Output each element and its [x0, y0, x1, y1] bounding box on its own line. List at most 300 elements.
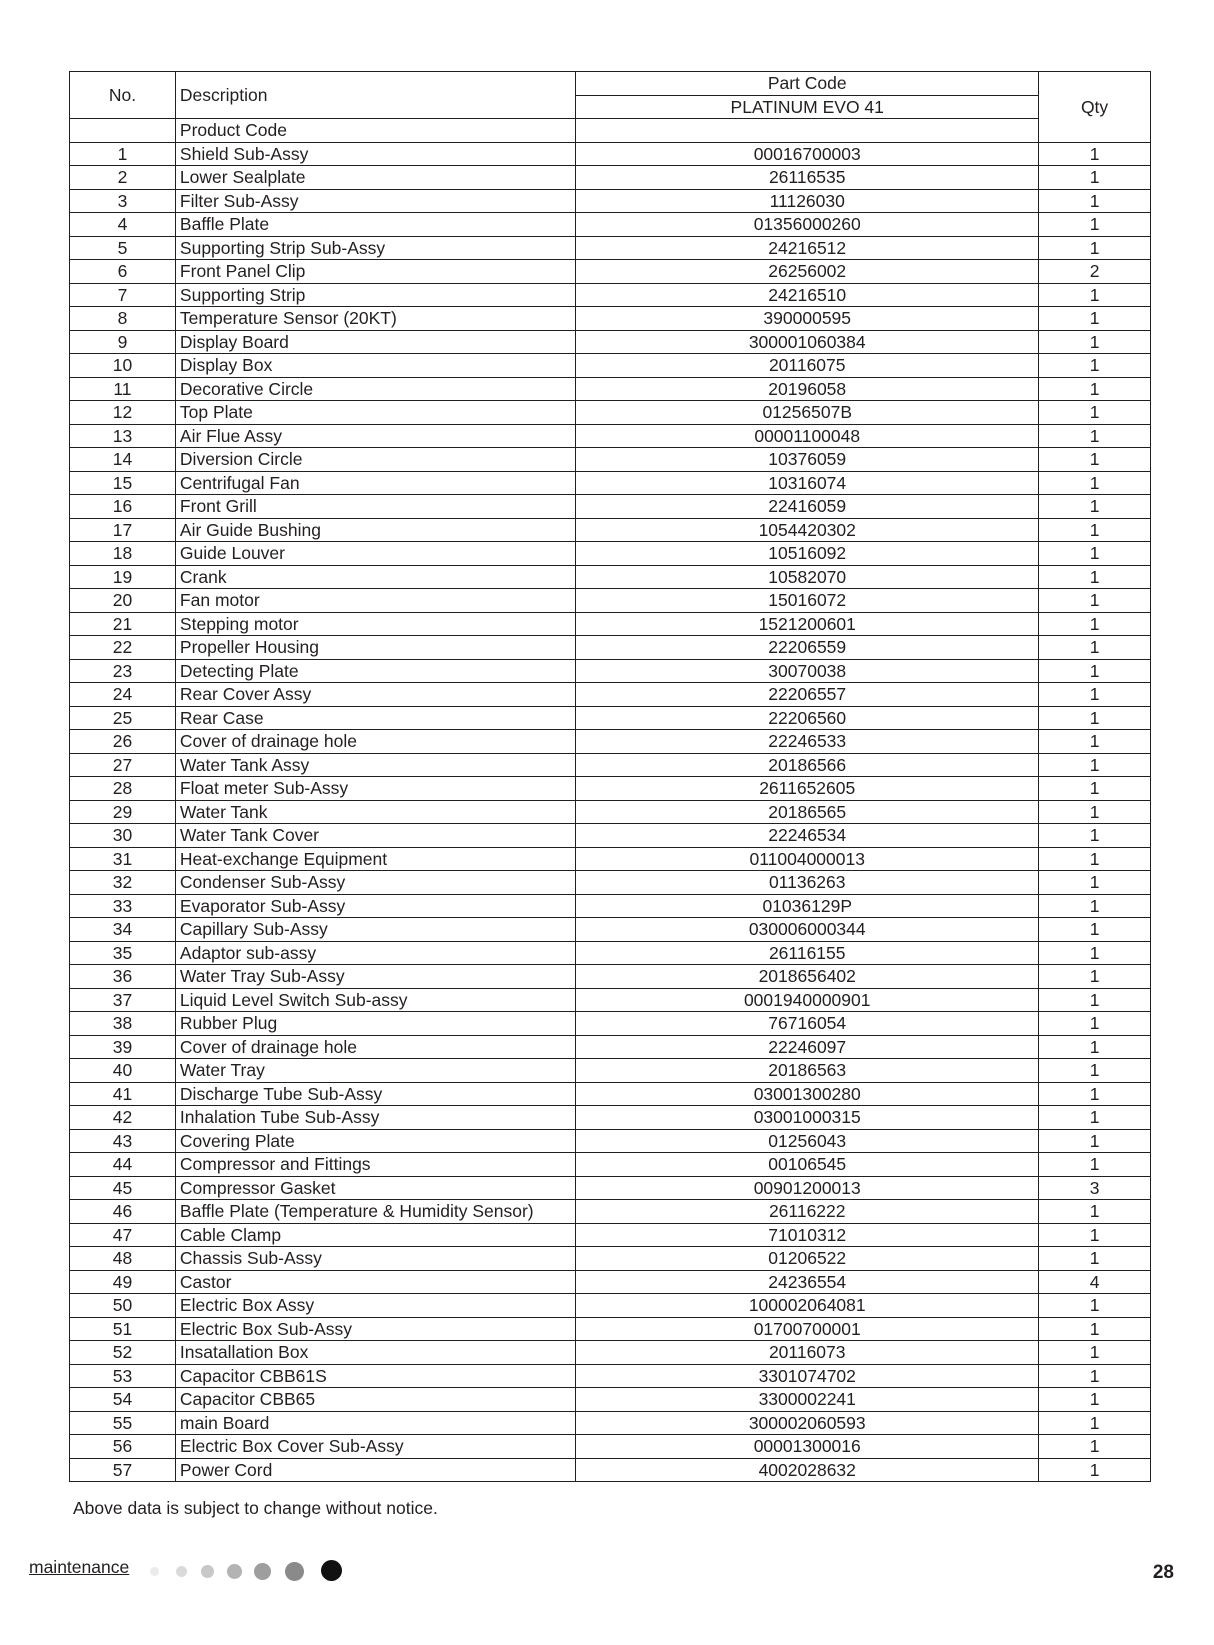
progress-dot [285, 1562, 304, 1581]
row-qty: 1 [1039, 283, 1151, 307]
row-no: 15 [70, 471, 176, 495]
row-description: Liquid Level Switch Sub-assy [175, 988, 575, 1012]
row-description: Water Tray Sub-Assy [175, 965, 575, 989]
table-row [70, 824, 1151, 848]
row-description: Crank [175, 565, 575, 589]
disclaimer-note: Above data is subject to change without notice. [73, 1498, 438, 1518]
row-qty: 1 [1039, 1411, 1151, 1435]
row-part-code: 22206560 [576, 706, 1039, 730]
row-no: 35 [70, 941, 176, 965]
row-qty: 1 [1039, 1129, 1151, 1153]
row-qty: 4 [1039, 1270, 1151, 1294]
row-qty: 1 [1039, 1059, 1151, 1083]
row-qty: 1 [1039, 1247, 1151, 1271]
row-qty: 1 [1039, 659, 1151, 683]
row-description: Temperature Sensor (20KT) [175, 307, 575, 331]
table-row [70, 424, 1151, 448]
row-description: Inhalation Tube Sub-Assy [175, 1106, 575, 1130]
row-part-code: 00001300016 [576, 1435, 1039, 1459]
row-part-code: 3300002241 [576, 1388, 1039, 1412]
progress-dot [201, 1565, 214, 1578]
table-row [70, 307, 1151, 331]
table-row [70, 1270, 1151, 1294]
row-qty: 1 [1039, 730, 1151, 754]
row-no: 38 [70, 1012, 176, 1036]
row-qty: 1 [1039, 518, 1151, 542]
row-part-code: 26116222 [576, 1200, 1039, 1224]
row-qty: 1 [1039, 142, 1151, 166]
header-model: PLATINUM EVO 41 [576, 95, 1039, 119]
row-qty: 1 [1039, 871, 1151, 895]
row-description: Compressor and Fittings [175, 1153, 575, 1177]
table-row [70, 1035, 1151, 1059]
row-part-code: 20186563 [576, 1059, 1039, 1083]
row-description: Supporting Strip Sub-Assy [175, 236, 575, 260]
row-qty: 1 [1039, 1200, 1151, 1224]
row-qty: 1 [1039, 542, 1151, 566]
row-no: 42 [70, 1106, 176, 1130]
row-part-code: 22246534 [576, 824, 1039, 848]
row-part-code: 20116073 [576, 1341, 1039, 1365]
table-row [70, 589, 1151, 613]
row-no: 13 [70, 424, 176, 448]
table-row [70, 636, 1151, 660]
header-code-empty [576, 119, 1039, 143]
table-row [70, 1294, 1151, 1318]
row-part-code: 10376059 [576, 448, 1039, 472]
row-description: Compressor Gasket [175, 1176, 575, 1200]
row-part-code: 1521200601 [576, 612, 1039, 636]
row-description: Power Cord [175, 1458, 575, 1482]
table-row [70, 683, 1151, 707]
row-part-code: 30070038 [576, 659, 1039, 683]
row-part-code: 00106545 [576, 1153, 1039, 1177]
row-qty: 1 [1039, 495, 1151, 519]
parts-table [69, 71, 1151, 1482]
row-qty: 1 [1039, 965, 1151, 989]
row-no: 49 [70, 1270, 176, 1294]
table-row [70, 1129, 1151, 1153]
table-row [70, 847, 1151, 871]
row-part-code: 100002064081 [576, 1294, 1039, 1318]
table-row [70, 1012, 1151, 1036]
row-description: Electric Box Cover Sub-Assy [175, 1435, 575, 1459]
section-label: maintenance [29, 1557, 130, 1577]
row-description: Electric Box Sub-Assy [175, 1317, 575, 1341]
row-no: 5 [70, 236, 176, 260]
row-no: 23 [70, 659, 176, 683]
row-no: 45 [70, 1176, 176, 1200]
row-no: 6 [70, 260, 176, 284]
row-description: Supporting Strip [175, 283, 575, 307]
progress-dot [227, 1564, 242, 1579]
row-no: 25 [70, 706, 176, 730]
table-row [70, 918, 1151, 942]
row-part-code: 20116075 [576, 354, 1039, 378]
row-description: Rear Cover Assy [175, 683, 575, 707]
row-no: 20 [70, 589, 176, 613]
table-row [70, 1411, 1151, 1435]
row-no: 4 [70, 213, 176, 237]
row-no: 12 [70, 401, 176, 425]
row-no: 1 [70, 142, 176, 166]
row-description: Detecting Plate [175, 659, 575, 683]
row-qty: 1 [1039, 1012, 1151, 1036]
row-description: Rear Case [175, 706, 575, 730]
row-part-code: 22206559 [576, 636, 1039, 660]
row-no: 36 [70, 965, 176, 989]
row-description: Chassis Sub-Assy [175, 1247, 575, 1271]
row-description: Top Plate [175, 401, 575, 425]
row-part-code: 26116535 [576, 166, 1039, 190]
row-part-code: 24236554 [576, 1270, 1039, 1294]
table-row [70, 1153, 1151, 1177]
row-no: 18 [70, 542, 176, 566]
row-qty: 1 [1039, 1153, 1151, 1177]
progress-dot [176, 1566, 187, 1577]
row-no: 46 [70, 1200, 176, 1224]
row-part-code: 011004000013 [576, 847, 1039, 871]
table-row [70, 354, 1151, 378]
row-description: Covering Plate [175, 1129, 575, 1153]
row-qty: 1 [1039, 166, 1151, 190]
row-no: 34 [70, 918, 176, 942]
row-description: Water Tray [175, 1059, 575, 1083]
table-row [70, 142, 1151, 166]
row-qty: 1 [1039, 236, 1151, 260]
row-qty: 1 [1039, 753, 1151, 777]
row-part-code: 00001100048 [576, 424, 1039, 448]
row-description: Decorative Circle [175, 377, 575, 401]
row-part-code: 00901200013 [576, 1176, 1039, 1200]
table-row [70, 213, 1151, 237]
table-row [70, 377, 1151, 401]
row-part-code: 030006000344 [576, 918, 1039, 942]
row-no: 39 [70, 1035, 176, 1059]
row-no: 21 [70, 612, 176, 636]
row-part-code: 11126030 [576, 189, 1039, 213]
table-row [70, 730, 1151, 754]
row-part-code: 10316074 [576, 471, 1039, 495]
row-description: Cover of drainage hole [175, 730, 575, 754]
row-part-code: 76716054 [576, 1012, 1039, 1036]
row-part-code: 22246097 [576, 1035, 1039, 1059]
header-description: Description [175, 72, 575, 119]
row-qty: 1 [1039, 636, 1151, 660]
row-qty: 1 [1039, 1294, 1151, 1318]
table-row [70, 706, 1151, 730]
row-no: 54 [70, 1388, 176, 1412]
row-part-code: 00016700003 [576, 142, 1039, 166]
row-part-code: 0001940000901 [576, 988, 1039, 1012]
row-qty: 1 [1039, 988, 1151, 1012]
row-no: 17 [70, 518, 176, 542]
row-description: Baffle Plate [175, 213, 575, 237]
row-qty: 1 [1039, 1223, 1151, 1247]
row-qty: 1 [1039, 683, 1151, 707]
table-row [70, 565, 1151, 589]
row-description: Cable Clamp [175, 1223, 575, 1247]
row-description: Stepping motor [175, 612, 575, 636]
row-part-code: 24216510 [576, 283, 1039, 307]
table-row [70, 659, 1151, 683]
row-description: Capillary Sub-Assy [175, 918, 575, 942]
row-no: 8 [70, 307, 176, 331]
row-no: 56 [70, 1435, 176, 1459]
row-description: Shield Sub-Assy [175, 142, 575, 166]
table-row [70, 471, 1151, 495]
table-row [70, 1247, 1151, 1271]
row-qty: 1 [1039, 1317, 1151, 1341]
row-part-code: 01206522 [576, 1247, 1039, 1271]
table-row [70, 1458, 1151, 1482]
row-no: 48 [70, 1247, 176, 1271]
row-qty: 1 [1039, 612, 1151, 636]
row-qty: 1 [1039, 847, 1151, 871]
table-row [70, 965, 1151, 989]
row-qty: 1 [1039, 377, 1151, 401]
row-description: Front Grill [175, 495, 575, 519]
row-part-code: 24216512 [576, 236, 1039, 260]
row-part-code: 03001000315 [576, 1106, 1039, 1130]
row-description: Display Box [175, 354, 575, 378]
progress-dot [321, 1560, 342, 1581]
table-row [70, 777, 1151, 801]
header-no-empty [70, 119, 176, 143]
row-description: Rubber Plug [175, 1012, 575, 1036]
row-no: 24 [70, 683, 176, 707]
row-part-code: 300001060384 [576, 330, 1039, 354]
table-row [70, 448, 1151, 472]
row-no: 26 [70, 730, 176, 754]
row-qty: 1 [1039, 1341, 1151, 1365]
row-part-code: 20186565 [576, 800, 1039, 824]
row-part-code: 300002060593 [576, 1411, 1039, 1435]
row-qty: 1 [1039, 1364, 1151, 1388]
row-part-code: 4002028632 [576, 1458, 1039, 1482]
row-no: 16 [70, 495, 176, 519]
table-row [70, 1341, 1151, 1365]
row-no: 55 [70, 1411, 176, 1435]
row-qty: 1 [1039, 354, 1151, 378]
row-description: Insatallation Box [175, 1341, 575, 1365]
row-description: Cover of drainage hole [175, 1035, 575, 1059]
row-no: 2 [70, 166, 176, 190]
row-qty: 1 [1039, 401, 1151, 425]
row-description: Water Tank Assy [175, 753, 575, 777]
row-qty: 1 [1039, 1388, 1151, 1412]
row-description: Water Tank [175, 800, 575, 824]
row-part-code: 10516092 [576, 542, 1039, 566]
row-qty: 3 [1039, 1176, 1151, 1200]
table-row [70, 166, 1151, 190]
row-no: 50 [70, 1294, 176, 1318]
page-number: 28 [1152, 1562, 1174, 1583]
row-description: Centrifugal Fan [175, 471, 575, 495]
row-qty: 1 [1039, 1435, 1151, 1459]
row-no: 32 [70, 871, 176, 895]
header-product-code: Product Code [175, 119, 575, 143]
row-no: 3 [70, 189, 176, 213]
row-qty: 1 [1039, 800, 1151, 824]
row-description: Adaptor sub-assy [175, 941, 575, 965]
row-description: Air Flue Assy [175, 424, 575, 448]
row-no: 7 [70, 283, 176, 307]
row-description: Capacitor CBB65 [175, 1388, 575, 1412]
row-qty: 1 [1039, 307, 1151, 331]
row-no: 43 [70, 1129, 176, 1153]
row-description: Front Panel Clip [175, 260, 575, 284]
table-row [70, 283, 1151, 307]
table-row [70, 1059, 1151, 1083]
row-qty: 1 [1039, 894, 1151, 918]
row-no: 19 [70, 565, 176, 589]
row-qty: 1 [1039, 941, 1151, 965]
parts-table-body [70, 72, 1151, 1482]
header-no: No. [70, 72, 176, 119]
progress-dot [254, 1563, 271, 1580]
row-part-code: 01036129P [576, 894, 1039, 918]
row-part-code: 3301074702 [576, 1364, 1039, 1388]
row-description: Discharge Tube Sub-Assy [175, 1082, 575, 1106]
row-qty: 1 [1039, 824, 1151, 848]
row-description: Propeller Housing [175, 636, 575, 660]
row-qty: 1 [1039, 471, 1151, 495]
row-part-code: 22416059 [576, 495, 1039, 519]
row-no: 31 [70, 847, 176, 871]
table-row [70, 518, 1151, 542]
row-qty: 2 [1039, 260, 1151, 284]
table-row [70, 260, 1151, 284]
row-part-code: 01256043 [576, 1129, 1039, 1153]
row-part-code: 20186566 [576, 753, 1039, 777]
row-no: 47 [70, 1223, 176, 1247]
row-description: Condenser Sub-Assy [175, 871, 575, 895]
row-part-code: 2018656402 [576, 965, 1039, 989]
row-part-code: 01700700001 [576, 1317, 1039, 1341]
table-row [70, 612, 1151, 636]
table-row [70, 1435, 1151, 1459]
row-qty: 1 [1039, 589, 1151, 613]
row-part-code: 01136263 [576, 871, 1039, 895]
row-no: 30 [70, 824, 176, 848]
row-part-code: 10582070 [576, 565, 1039, 589]
row-description: Fan motor [175, 589, 575, 613]
row-no: 9 [70, 330, 176, 354]
row-description: Heat-exchange Equipment [175, 847, 575, 871]
row-qty: 1 [1039, 213, 1151, 237]
row-no: 53 [70, 1364, 176, 1388]
table-row [70, 894, 1151, 918]
row-description: Castor [175, 1270, 575, 1294]
row-no: 40 [70, 1059, 176, 1083]
row-description: Capacitor CBB61S [175, 1364, 575, 1388]
table-row [70, 753, 1151, 777]
row-part-code: 01356000260 [576, 213, 1039, 237]
row-description: Lower Sealplate [175, 166, 575, 190]
row-part-code: 2611652605 [576, 777, 1039, 801]
table-row [70, 800, 1151, 824]
row-part-code: 01256507B [576, 401, 1039, 425]
table-header-row [70, 72, 1151, 96]
table-row [70, 988, 1151, 1012]
table-row [70, 1176, 1151, 1200]
row-part-code: 03001300280 [576, 1082, 1039, 1106]
row-description: Evaporator Sub-Assy [175, 894, 575, 918]
progress-dot [150, 1567, 159, 1576]
row-qty: 1 [1039, 565, 1151, 589]
row-qty: 1 [1039, 777, 1151, 801]
row-no: 10 [70, 354, 176, 378]
header-part-code: Part Code [576, 72, 1039, 96]
row-qty: 1 [1039, 330, 1151, 354]
row-description: Air Guide Bushing [175, 518, 575, 542]
row-description: Electric Box Assy [175, 1294, 575, 1318]
table-row [70, 189, 1151, 213]
table-row [70, 401, 1151, 425]
row-description: Guide Louver [175, 542, 575, 566]
table-row [70, 1364, 1151, 1388]
table-row [70, 1082, 1151, 1106]
row-no: 28 [70, 777, 176, 801]
table-row [70, 1317, 1151, 1341]
row-description: Water Tank Cover [175, 824, 575, 848]
row-no: 41 [70, 1082, 176, 1106]
table-header-row [70, 119, 1151, 143]
row-description: Float meter Sub-Assy [175, 777, 575, 801]
row-no: 22 [70, 636, 176, 660]
row-qty: 1 [1039, 918, 1151, 942]
row-description: main Board [175, 1411, 575, 1435]
row-qty: 1 [1039, 424, 1151, 448]
table-row [70, 1388, 1151, 1412]
row-part-code: 26116155 [576, 941, 1039, 965]
row-qty: 1 [1039, 1082, 1151, 1106]
table-row [70, 236, 1151, 260]
row-qty: 1 [1039, 1106, 1151, 1130]
table-row [70, 495, 1151, 519]
table-row [70, 330, 1151, 354]
row-qty: 1 [1039, 448, 1151, 472]
row-description: Baffle Plate (Temperature & Humidity Sensor) [175, 1200, 575, 1224]
row-qty: 1 [1039, 1035, 1151, 1059]
row-part-code: 1054420302 [576, 518, 1039, 542]
row-no: 52 [70, 1341, 176, 1365]
row-no: 29 [70, 800, 176, 824]
row-no: 33 [70, 894, 176, 918]
row-no: 14 [70, 448, 176, 472]
table-row [70, 871, 1151, 895]
row-no: 44 [70, 1153, 176, 1177]
table-row [70, 941, 1151, 965]
table-row [70, 1106, 1151, 1130]
row-part-code: 15016072 [576, 589, 1039, 613]
row-qty: 1 [1039, 706, 1151, 730]
row-part-code: 20196058 [576, 377, 1039, 401]
row-part-code: 22206557 [576, 683, 1039, 707]
row-description: Display Board [175, 330, 575, 354]
header-qty: Qty [1039, 72, 1151, 143]
table-row [70, 1200, 1151, 1224]
row-no: 37 [70, 988, 176, 1012]
table-row [70, 542, 1151, 566]
row-part-code: 22246533 [576, 730, 1039, 754]
row-no: 57 [70, 1458, 176, 1482]
row-description: Diversion Circle [175, 448, 575, 472]
row-no: 27 [70, 753, 176, 777]
row-part-code: 390000595 [576, 307, 1039, 331]
row-qty: 1 [1039, 1458, 1151, 1482]
